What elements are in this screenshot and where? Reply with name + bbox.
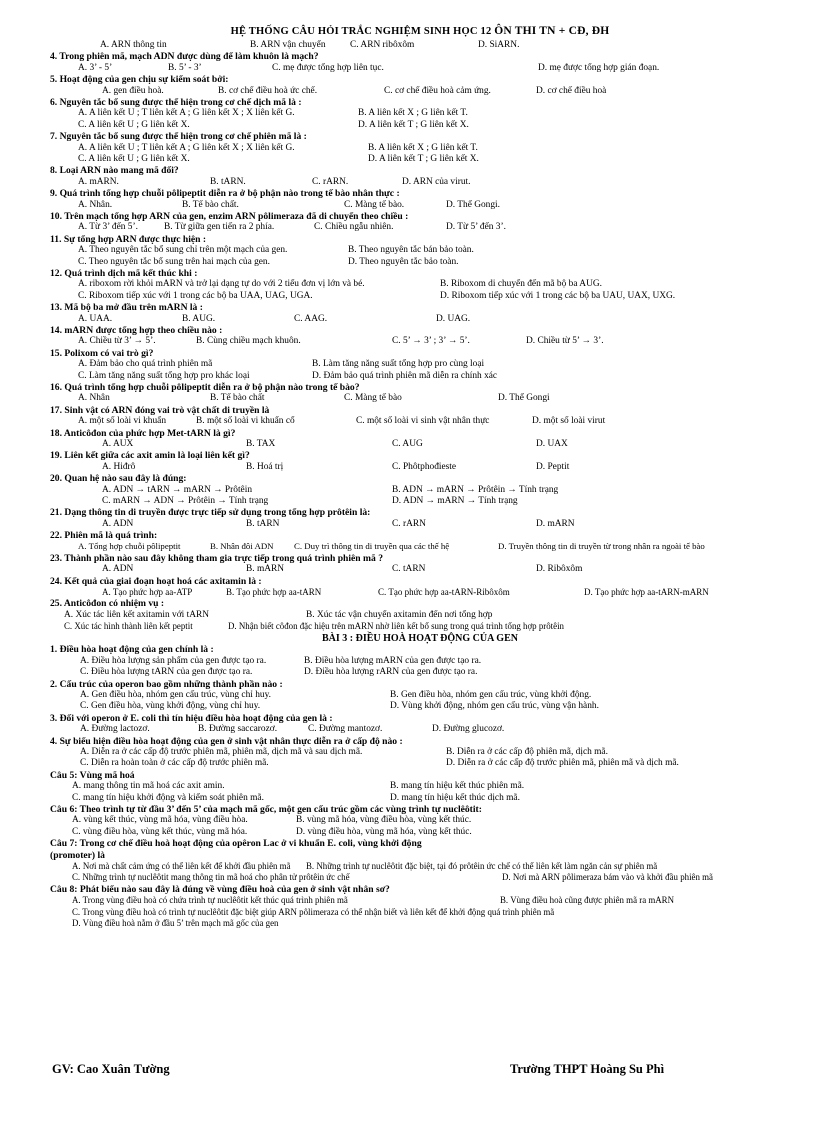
option: D. Điều hòa lượng rARN của gen được tạo ra. — [304, 667, 478, 678]
question-s4: 4. Sự biểu hiện điều hòa hoạt động của gen ở sinh vật nhân thực diễn ra ở cấp độ nào : — [50, 735, 403, 747]
option: C. cơ chế điều hoà cảm ứng. — [384, 85, 491, 96]
option: D. Từ 5’ đến 3’. — [446, 222, 506, 233]
option: A. gen điều hoà. — [102, 85, 164, 96]
option: D. Vùng khởi động, nhóm gen cấu trúc, vùng vận hành. — [390, 701, 599, 712]
option: A. 3’ - 5’ — [78, 62, 113, 73]
option: C. AAG. — [294, 313, 328, 324]
option: A. ARN thông tin — [100, 40, 167, 50]
option: A. riboxom rời khỏi mARN và trở lại dạng tự do với 2 tiểu đơn vị lớn và bé. — [78, 279, 365, 290]
question-22: 22. Phiên mã là quá trình: — [50, 530, 158, 542]
options-row — [50, 793, 790, 804]
options-row — [50, 827, 790, 838]
option: B. Tế bào chất — [210, 393, 265, 404]
option: D. Riboxom tiếp xúc với 1 trong các bộ ba UAU, UAX, UXG. — [440, 290, 676, 301]
option: A. Nhân. — [78, 199, 113, 210]
option: B. Nhân đôi ADN — [210, 541, 274, 552]
option: A. Từ 3’ đến 5’. — [78, 222, 138, 233]
option: A. Đường lactozơ. — [80, 724, 150, 735]
question-13: 13. Mã bộ ba mở đầu trên mARN là : — [50, 302, 203, 314]
question-10: 10. Trên mạch tổng hợp ARN của gen, enzim ARN pôlimeraza đã di chuyển theo chiều : — [50, 210, 409, 222]
option: C. vùng điều hòa, vùng kết thúc, vùng mã hóa. — [72, 826, 248, 837]
question-6: 6. Nguyên tắc bổ sung được thể hiện trong cơ chế dịch mã là : — [50, 96, 302, 108]
option: B. Điều hòa lượng mARN của gen được tạo ra. — [304, 655, 482, 666]
option: A. Tạo phức hợp aa-ATP — [102, 587, 193, 598]
options-row — [50, 177, 790, 188]
option: D. Nhận biết côđon đặc hiệu trên mARN nhờ liên kết bổ sung trong quá trình tổng hợp prôtêin — [228, 621, 564, 632]
options-row — [50, 63, 790, 74]
option: B. TAX — [246, 438, 276, 449]
question-18: 18. Anticôđon của phức hợp Met-tARN là gì? — [50, 427, 236, 439]
option: D. mang tín hiệu kết thúc dịch mã. — [390, 792, 520, 803]
option: C. A liên kết U ; G liên kết X. — [78, 153, 190, 164]
question-21: 21. Dạng thông tin di truyền được trực tiếp sử dụng trong tổng hợp prôtêin là: — [50, 507, 371, 519]
options-row — [50, 40, 790, 51]
option: C. rARN — [392, 518, 426, 529]
option: C. Chiều ngẫu nhiên. — [314, 222, 394, 233]
option: C. Làm tăng năng suất tổng hợp pro khác loại — [78, 370, 250, 381]
options-row — [50, 485, 790, 496]
option: C. Theo nguyên tắc bổ sung trên hai mạch của gen. — [78, 256, 270, 267]
options-row — [50, 416, 790, 427]
option: A. mARN. — [78, 176, 119, 187]
options-row — [50, 918, 790, 929]
option: D. mARN — [536, 518, 575, 529]
question-s7: Câu 7: Trong cơ chế điều hoà hoạt động của opêron Lac ở vi khuẩn E. coli, vùng khởi động — [50, 838, 422, 850]
question-17: 17. Sinh vật có ARN đóng vai trò vật chất di truyền là — [50, 404, 270, 416]
option: A. ADN → tARN → mARN → Prôtêin — [102, 484, 253, 495]
option: D. Thể Gongi — [498, 393, 550, 404]
options-row — [50, 656, 790, 667]
options-row — [50, 462, 790, 473]
options-row — [50, 200, 790, 211]
options-row — [50, 621, 790, 632]
question-4: 4. Trong phiên mã, mạch ADN được dùng để làm khuôn là mạch? — [50, 51, 319, 63]
option: D. Nơi mà ARN pôlimeraza bám vào và khởi đầu phiên mã — [502, 872, 713, 883]
option: B. Đường saccarozơ. — [198, 724, 278, 735]
option: D. mẹ được tổng hợp gián đoạn. — [538, 62, 660, 73]
page-footer — [52, 1062, 772, 1082]
option: D. SiARN. — [478, 40, 520, 50]
option: B. Cùng chiều mạch khuôn. — [196, 336, 301, 347]
options-row — [50, 872, 790, 883]
option: B. cơ chế điều hoà ức chế. — [218, 85, 318, 96]
question-5: 5. Hoạt động của gen chịu sự kiểm soát bởi: — [50, 74, 229, 86]
option: C. tARN — [392, 564, 426, 575]
option: A. Chiều từ 3’ → 5’. — [78, 336, 156, 347]
option: C. 5’ → 3’ ; 3’ → 5’. — [392, 336, 470, 347]
option: A. A liên kết U ; T liên kết A ; G liên kết X ; X liên kết G. — [78, 142, 295, 153]
option: A. Đảm bảo cho quá trình phiên mã — [78, 359, 213, 370]
document-page — [50, 22, 790, 929]
option: C. Màng tế bào — [344, 393, 402, 404]
option: D. A liên kết T ; G liên kết X. — [358, 119, 469, 130]
options-row — [50, 279, 790, 290]
option: D. Đường glucozơ. — [432, 724, 505, 735]
option: B. Diễn ra ở các cấp độ phiên mã, dịch mã. — [446, 747, 608, 758]
options-row — [50, 667, 790, 678]
question-25: 25. Anticôđon có nhiệm vụ : — [50, 598, 165, 610]
options-row — [50, 257, 790, 268]
option: D. Vùng điều hoà nằm ở đầu 5’ trên mạch mã gốc của gen — [72, 917, 279, 928]
option: C. Duy trì thông tin di truyền qua các thế hệ — [294, 541, 450, 552]
option: D. cơ chế điều hoà — [536, 85, 607, 96]
question-23: 23. Thành phần nào sau đây không tham gia trực tiếp trong quá trình phiên mã ? — [50, 552, 384, 564]
options-row — [50, 359, 790, 370]
option: A. ADN — [102, 518, 134, 529]
option: B. tARN. — [210, 176, 246, 187]
options-row — [50, 222, 790, 233]
option: A. mang thông tin mã hoá các axit amin. — [72, 781, 225, 792]
question-20: 20. Quan hệ nào sau đây là đúng: — [50, 473, 187, 485]
option: B. Vùng điều hoà cũng được phiên mã ra mARN — [500, 895, 674, 906]
option: A. Tổng hợp chuỗi pôlipeptit — [78, 541, 181, 552]
options-row — [50, 120, 790, 131]
question-11: 11. Sự tổng hợp ARN được thực hiện : — [50, 233, 207, 245]
option: B. ARN vận chuyển — [250, 40, 326, 50]
options-row — [50, 747, 790, 758]
question-15: 15. Polixom có vai trò gì? — [50, 347, 154, 359]
footer-teacher: GV: Cao Xuân Tường — [52, 1062, 170, 1076]
options-row — [50, 541, 790, 552]
options-row — [50, 439, 790, 450]
options-row — [50, 371, 790, 382]
question-16: 16. Quá trình tổng hợp chuỗi pôlipeptit diễn ra ở bộ phận nào trong tế bào? — [50, 381, 360, 393]
option: B. vùng mã hóa, vùng điều hòa, vùng kết thúc. — [296, 815, 472, 826]
options-row — [50, 724, 790, 735]
options-row — [50, 861, 790, 872]
option: C. Màng tế bào. — [344, 199, 405, 210]
option: B. một số loài vi khuẩn cổ — [196, 416, 295, 427]
options-row — [50, 519, 790, 530]
option: D. A liên kết T ; G liên kết X. — [368, 153, 479, 164]
option: A. UAA. — [78, 313, 113, 324]
header-title: HỆ THỐNG CÂU HỎI TRẮC NGHIỆM SINH HỌC 12 — [230, 26, 492, 37]
option: C. Tạo phức hợp aa-tARN-Ribôxôm — [378, 587, 510, 598]
options-row — [50, 108, 790, 119]
option: C. rARN. — [312, 176, 349, 187]
options-row — [50, 564, 790, 575]
option: B. Gen điều hòa, nhóm gen cấu trúc, vùng khởi động. — [390, 690, 592, 701]
option: C. mẹ được tổng hợp liên tục. — [272, 62, 384, 73]
options-row — [50, 314, 790, 325]
options-row — [50, 86, 790, 97]
options-row — [50, 496, 790, 507]
option: B. Theo nguyên tắc bán bảo toàn. — [348, 245, 474, 256]
option: C. AUG — [392, 438, 423, 449]
options-row — [50, 815, 790, 826]
option: B. mang tín hiệu kết thúc phiên mã. — [390, 781, 525, 792]
question-s8: Câu 8: Phát biểu nào sau đây là đúng về vùng điều hoà của gen ở sinh vật nhân sơ? — [50, 883, 390, 895]
question-7: 7. Nguyên tắc bổ sung được thể hiện trong cơ chế phiên mã là : — [50, 131, 307, 143]
option: A. Xúc tác liên kết axitamin với tARN — [64, 609, 210, 620]
options-row — [50, 393, 790, 404]
options-row — [50, 895, 790, 906]
option: C. Diễn ra hoàn toàn ở các cấp độ trước phiên mã. — [80, 758, 269, 769]
question-s5: Câu 5: Vùng mã hoá — [50, 769, 135, 781]
option: C. mARN → ADN → Prôtêin → Tính trạng — [102, 495, 269, 506]
option: D. UAG. — [436, 313, 471, 324]
option: D. Peptit — [536, 461, 570, 472]
header-exam: ÔN THI TN + CĐ, ĐH — [494, 25, 610, 37]
option: B. Những trình tự nuclêôtit đặc biệt, tại đó prôtêin ức chế có thể liên kết làm ngăn cản sự phiên mã — [306, 861, 658, 871]
option: C. Trong vùng điều hoà có trình tự nuclêôtit đặc biệt giúp ARN pôlimeraza có thể nhận biết và liên kết để khởi động quá trình phiên mã — [72, 906, 555, 917]
question-24: 24. Kết quả của giai đoạn hoạt hoá các axitamin là : — [50, 575, 262, 587]
option: A. Gen điều hòa, nhóm gen cấu trúc, vùng chỉ huy. — [80, 690, 272, 701]
option: D. Theo nguyên tắc bảo toàn. — [348, 256, 459, 267]
option: D. vùng điều hòa, vùng mã hóa, vùng kết thúc. — [296, 826, 472, 837]
question-s6: Câu 6: Theo trình tự từ đầu 3’ đến 5’ của mạch mã gốc, một gen cấu trúc gồm các vùng trình tự nuclêôtit: — [50, 804, 482, 815]
question-s2: 2. Cấu trúc của operon bao gồm những thành phần nào : — [50, 678, 283, 690]
option: D. Thể Gongi. — [446, 199, 500, 210]
option: C. Những trình tự nuclêôtit mang thông tin mã hoá cho phân tử prôtêin ức chế — [72, 872, 350, 883]
option: B. Xúc tác vận chuyển axitamin đến nơi tổng hợp — [306, 609, 493, 620]
question-s3: 3. Đối với operon ở E. coli thì tín hiệu điều hòa hoạt động của gen là : — [50, 712, 333, 724]
page-header — [50, 22, 790, 40]
question-14: 14. mARN được tổng hợp theo chiều nào : — [50, 324, 223, 336]
options-row — [50, 701, 790, 712]
option: A. Nơi mà chất cảm ứng có thể liên kết để khởi đầu phiên mã — [72, 861, 291, 871]
option: A. Hiđrô — [102, 461, 136, 472]
options-row — [50, 143, 790, 154]
options-row — [50, 907, 790, 918]
option: C. mang tín hiệu khởi động và kiểm soát phiên mã. — [72, 792, 264, 803]
options-row — [50, 587, 790, 598]
option: C. Riboxom tiếp xúc với 1 trong các bộ ba UAA, UAG, UGA. — [78, 290, 313, 301]
section-heading: BÀI 3 : ĐIỀU HOÀ HOẠT ĐỘNG CỦA GEN — [322, 632, 518, 644]
option: D. Chiều từ 5’ → 3’. — [526, 336, 604, 347]
option: D. Truyền thông tin di truyền từ trong nhân ra ngoài tế bào — [498, 541, 705, 552]
option: B. mARN — [246, 564, 285, 575]
option: A. Nhân — [78, 393, 110, 404]
question-9: 9. Quá trình tổng hợp chuỗi pôlipeptit diễn ra ở bộ phận nào trong tế bào nhân thực : — [50, 188, 400, 200]
options-row — [50, 245, 790, 256]
option: B. Riboxom di chuyển đến mã bộ ba AUG. — [440, 279, 602, 290]
option: D. Ribôxôm — [536, 564, 583, 575]
option: B. A liên kết X ; G liên kết T. — [358, 108, 468, 119]
option: D. ADN → mARN → Tính trạng — [392, 495, 518, 506]
option: B. ADN → mARN → Prôtêin → Tính trạng — [392, 484, 559, 495]
option: A. ADN — [102, 564, 134, 575]
option: D. UAX — [536, 438, 568, 449]
option: C. Gen điều hòa, vùng khởi động, vùng chỉ huy. — [80, 701, 261, 712]
question-s7-cont: (promoter) là — [50, 849, 105, 861]
option: D. ARN của virut. — [402, 176, 471, 187]
options-row — [50, 690, 790, 701]
option: B. Hoá trị — [246, 461, 284, 472]
question-12: 12. Quá trình dịch mã kết thúc khi : — [50, 267, 198, 279]
option: A. AUX — [102, 438, 134, 449]
option: B. AUG. — [182, 313, 216, 324]
option: C. Điều hòa lượng tARN của gen được tạo ra. — [80, 667, 253, 678]
option: C. Xúc tác hình thành liên kết peptit — [64, 621, 193, 632]
option: A. Diễn ra ở các cấp độ trước phiên mã, phiên mã, dịch mã và sau dịch mã. — [80, 747, 363, 758]
options-row — [50, 758, 790, 769]
option: A. Điều hòa lượng sản phẩm của gen được tạo ra. — [80, 655, 267, 666]
option: A. Theo nguyên tắc bổ sung chỉ trên một mạch của gen. — [78, 245, 288, 256]
option: C. ARN ribôxôm — [350, 40, 415, 50]
option: A. Trong vùng điều hoà có chứa trình tự nuclêôtit kết thúc quá trình phiên mã — [72, 895, 348, 906]
option: A. một số loài vi khuẩn — [78, 416, 167, 427]
option: B. Làm tăng năng suất tổng hợp pro cùng loại — [312, 359, 485, 370]
options-row — [50, 610, 790, 621]
option: C. Phôtphođieste — [392, 461, 457, 472]
question-19: 19. Liên kết giữa các axit amin là loại liên kết gì? — [50, 450, 250, 462]
option: D. Đảm bảo quá trình phiên mã diễn ra chính xác — [312, 370, 498, 381]
option: A. vùng kết thúc, vùng mã hóa, vùng điều hòa. — [72, 815, 248, 826]
options-row — [50, 291, 790, 302]
option: B. Tạo phức hợp aa-tARN — [226, 587, 322, 598]
option: D. Diễn ra ở các cấp độ trước phiên mã, phiên mã và dịch mã. — [446, 758, 679, 769]
question-s1: 1. Điều hòa hoạt động của gen chính là : — [50, 644, 214, 656]
footer-school: Trường THPT Hoàng Su Phì — [510, 1062, 665, 1076]
options-row — [50, 336, 790, 347]
option: D. một số loài virut — [532, 416, 606, 427]
option: C. A liên kết U ; G liên kết X. — [78, 119, 190, 130]
options-row — [50, 154, 790, 165]
option: C. Đường mantozơ. — [308, 724, 383, 735]
option: B. tARN — [246, 518, 280, 529]
question-8: 8. Loại ARN nào mang mã đối? — [50, 165, 179, 177]
option: D. Tạo phức hợp aa-tARN-mARN — [584, 587, 709, 598]
option: B. Từ giữa gen tiến ra 2 phía. — [164, 222, 275, 233]
option: B. 5’ - 3’ — [168, 62, 202, 73]
option: C. một số loài vi sinh vật nhân thực — [356, 416, 490, 427]
option: B. Tế bào chất. — [182, 199, 239, 210]
options-row — [50, 781, 790, 792]
option: B. A liên kết X ; G liên kết T. — [368, 142, 478, 153]
option: A. A liên kết U ; T liên kết A ; G liên kết X ; X liên kết G. — [78, 108, 295, 119]
